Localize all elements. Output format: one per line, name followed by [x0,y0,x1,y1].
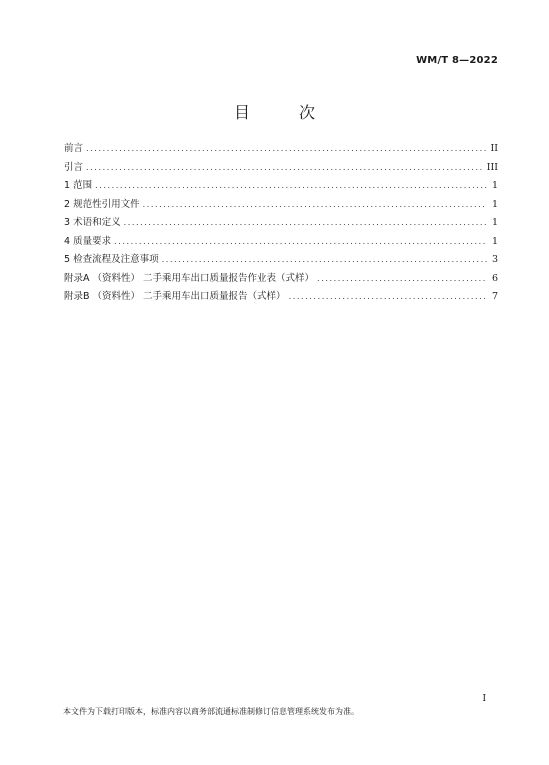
toc-entry-label: 引言 [64,161,84,173]
toc-entry-label: 3 术语和定义 [64,217,121,228]
toc-entry-label: 1 范围 [64,180,93,191]
page-number: I [482,694,486,704]
toc-entry-page: 1 [491,235,498,247]
toc-leader-dots [95,177,487,196]
table-of-contents [64,140,498,307]
toc-leader-dots [114,233,487,252]
toc-entry-appendix-a[interactable] [64,270,498,289]
toc-entry-inspection-process[interactable] [64,251,498,270]
page-title: 目 次 [233,103,338,122]
toc-entry-scope[interactable] [64,177,498,196]
toc-entry-label: 前言 [64,143,84,154]
toc-entry-label: 附录A （资料性） 二手乘用车出口质量报告作业表（式样） [64,272,315,284]
toc-entry-page: III [486,161,498,173]
toc-leader-dots [86,140,487,159]
toc-entry-page: II [490,143,498,154]
toc-leader-dots [124,214,487,233]
toc-entry-terms-definitions[interactable] [64,214,498,233]
toc-entry-normative-references[interactable] [64,196,498,215]
toc-entry-introduction[interactable] [64,159,498,178]
toc-leader-dots [162,251,487,270]
toc-entry-page: 6 [491,272,498,284]
toc-entry-quality-requirements[interactable] [64,233,498,252]
toc-entry-page: 1 [491,217,498,228]
toc-entry-label: 5 检查流程及注意事项 [64,254,159,265]
toc-leader-dots [143,196,487,215]
toc-entry-label: 2 规范性引用文件 [64,198,140,210]
toc-leader-dots [289,288,487,307]
toc-leader-dots [317,270,487,289]
toc-entry-page: 1 [491,180,498,191]
toc-entry-page: 1 [491,198,498,210]
toc-entry-label: 4 质量要求 [64,235,112,247]
footer-disclaimer: 本文件为下载打印版本，标准内容以商务部流通标准制修订信息管理系统发布为准。 [63,707,359,716]
toc-entry-label: 附录B （资料性） 二手乘用车出口质量报告（式样） [64,291,286,302]
toc-entry-appendix-b[interactable] [64,288,498,307]
toc-entry-page: 7 [491,291,498,302]
toc-entry-page: 3 [491,254,498,265]
standard-code: WM/T 8—2022 [416,55,498,66]
toc-entry-foreword[interactable] [64,140,498,159]
toc-leader-dots [86,159,484,178]
